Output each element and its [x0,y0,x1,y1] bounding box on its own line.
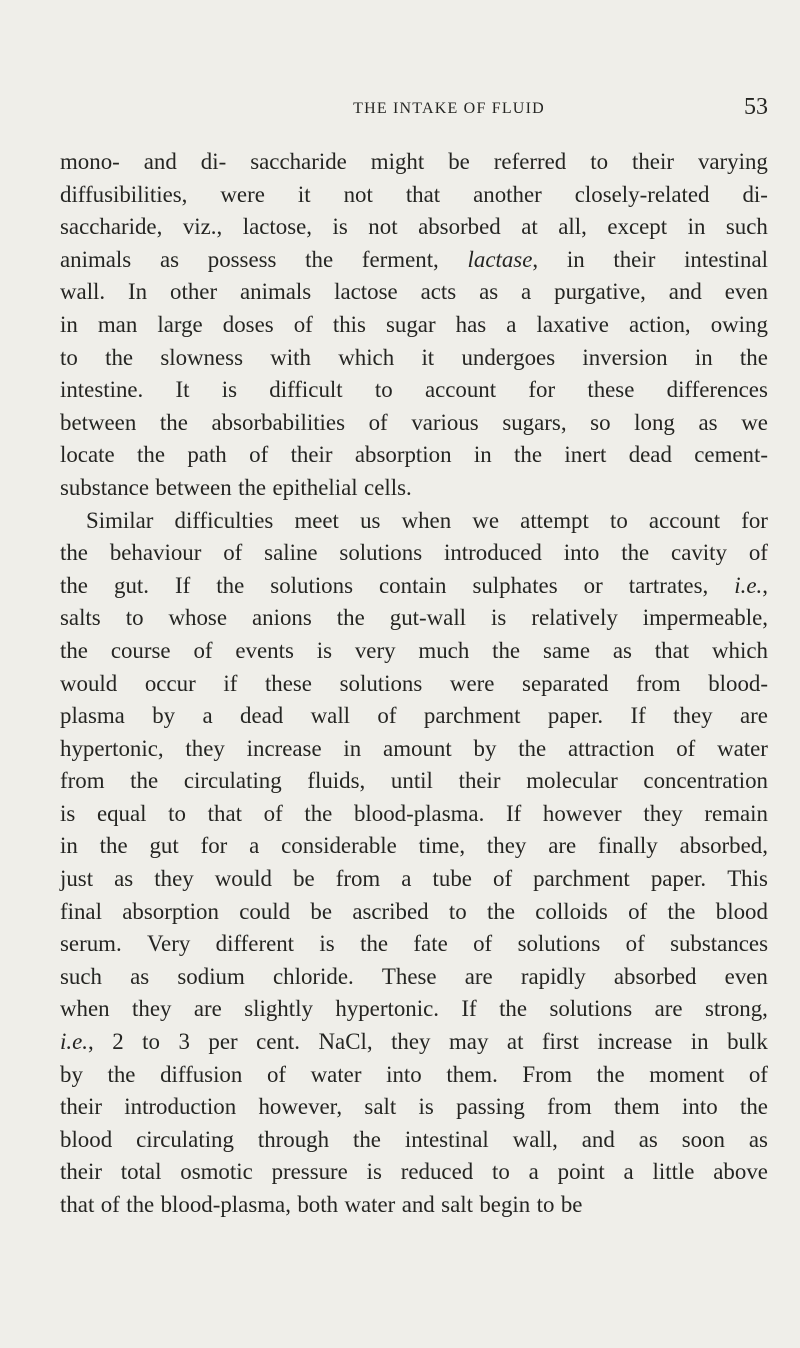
text-line: animals as possess the ferment, lactase, in their intestinal [60,246,768,272]
text-line: their total osmotic pressure is reduced to a point a little above [60,1159,768,1185]
text-line: their introduction however, salt is passing from them into the [60,1094,768,1120]
text-line: substance between the epithelial cells. [60,474,412,500]
text-line: from the circulating fluids, until their molecular concentration [60,768,768,794]
text-line: is equal to that of the blood-plasma. If however they remain [60,800,768,826]
text-line: such as sodium chloride. These are rapidly absorbed even [60,963,768,989]
text-line: intestine. It is difficult to account for these differences [60,377,768,403]
text-line: the gut. If the solutions contain sulphates or tartrates, i.e., [60,572,768,598]
text-line: by the diffusion of water into them. From the moment of [60,1061,768,1087]
text-line: just as they would be from a tube of parchment paper. This [60,866,768,892]
text-line: to the slowness with which it undergoes inversion in the [60,344,768,370]
text-line: salts to whose anions the gut-wall is relatively impermeable, [60,605,768,631]
text-line: between the absorbabilities of various sugars, so long as we [60,409,768,435]
text-line: in man large doses of this sugar has a laxative action, owing [60,311,768,337]
text-line: the behaviour of saline solutions introduced into the cavity of [60,540,768,566]
body-text [60,146,768,1222]
text-line: in the gut for a considerable time, they are finally absorbed, [60,833,768,859]
page-number: 53 [744,94,768,120]
page-header [60,94,768,128]
text-line: final absorption could be ascribed to the colloids of the blood [60,898,768,924]
text-line: that of the blood-plasma, both water and salt begin to be [60,1192,583,1217]
text-line: diffusibilities, were it not that another closely-related di- [60,181,768,207]
text-line: Similar difficulties meet us when we attempt to account for [86,507,768,533]
text-line: would occur if these solutions were separated from blood- [60,670,768,696]
text-line: serum. Very different is the fate of solutions of substances [60,931,768,957]
text-line: plasma by a dead wall of parchment paper. If they are [60,703,768,729]
text-line: wall. In other animals lactose acts as a purgative, and even [60,279,768,305]
text-line: locate the path of their absorption in the inert dead cement- [60,442,768,468]
text-line: blood circulating through the intestinal wall, and as soon as [60,1126,768,1152]
running-title: THE INTAKE OF FLUID [353,100,545,117]
text-line: i.e., 2 to 3 per cent. NaCl, they may at first increase in bulk [60,1029,768,1055]
text-line: when they are slightly hypertonic. If the solutions are strong, [60,996,768,1022]
text-line: the course of events is very much the same as that which [60,637,768,663]
text-line: saccharide, viz., lactose, is not absorbed at all, except in such [60,214,768,240]
text-line: mono- and di- saccharide might be referred to their varying [60,149,768,174]
text-line: hypertonic, they increase in amount by the attraction of water [60,735,768,761]
